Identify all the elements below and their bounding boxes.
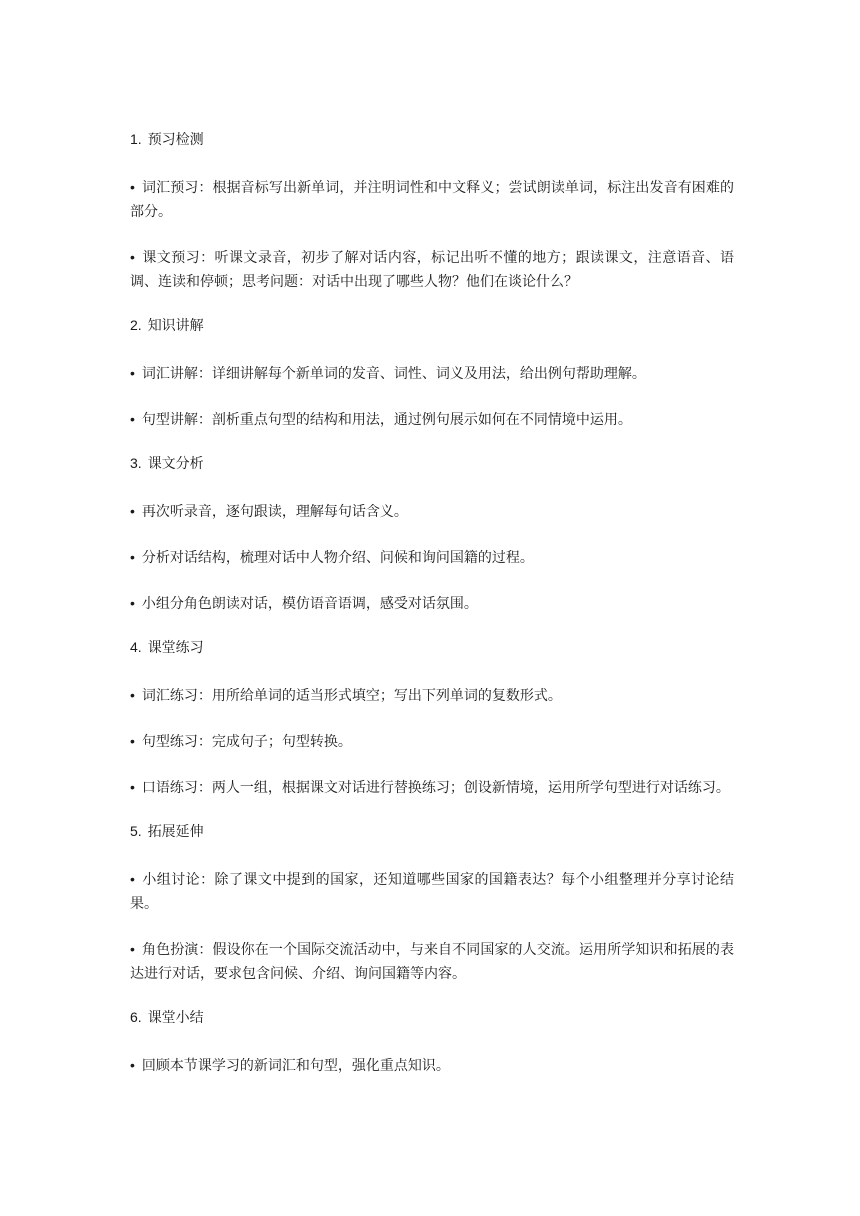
list-item [130, 775, 734, 800]
section-title: 课堂小结 [147, 1010, 204, 1026]
bullet: • [130, 595, 135, 611]
section-heading-3 [130, 453, 734, 474]
list-item-text: 课文预习：听课文录音，初步了解对话内容，标记出听不懂的地方；跟读课文，注意语音、语调、连读和停顿；思考问题：对话中出现了哪些人物？他们在谈论什么？ [130, 250, 734, 290]
list-item-text: 回顾本节课学习的新词汇和句型，强化重点知识。 [141, 1058, 450, 1074]
section-number: 6. [130, 1009, 142, 1025]
section-number: 4. [130, 639, 142, 655]
list-item [130, 499, 734, 524]
bullet: • [130, 549, 135, 565]
list-item [130, 545, 734, 570]
list-item [130, 407, 734, 432]
bullet: • [130, 687, 135, 703]
section-heading-6 [130, 1007, 734, 1028]
section-heading-2 [130, 315, 734, 336]
list-item-text: 口语练习：两人一组，根据课文对话进行替换练习；创设新情境，运用所学句型进行对话练习。 [141, 780, 730, 796]
list-item-text: 词汇预习：根据音标写出新单词，并注明词性和中文释义；尝试朗读单词，标注出发音有困难的部分。 [130, 180, 734, 220]
section-title: 课文分析 [147, 456, 204, 472]
list-item [130, 245, 734, 294]
bullet: • [130, 411, 135, 427]
bullet: • [130, 179, 135, 195]
list-item-text: 分析对话结构，梳理对话中人物介绍、问候和询问国籍的过程。 [141, 550, 534, 566]
list-item [130, 1053, 734, 1078]
list-item [130, 361, 734, 386]
list-item [130, 591, 734, 616]
list-item-text: 角色扮演：假设你在一个国际交流活动中，与来自不同国家的人交流。运用所学知识和拓展的表达进行对话，要求包含问候、介绍、询问国籍等内容。 [130, 942, 734, 982]
section-title: 预习检测 [147, 132, 204, 148]
list-item-text: 小组讨论：除了课文中提到的国家，还知道哪些国家的国籍表达？每个小组整理并分享讨论结果。 [130, 872, 734, 912]
list-item-text: 词汇讲解：详细讲解每个新单词的发音、词性、词义及用法，给出例句帮助理解。 [141, 366, 646, 382]
list-item-text: 句型讲解：剖析重点句型的结构和用法，通过例句展示如何在不同情境中运用。 [141, 412, 632, 428]
list-item-text: 再次听录音，逐句跟读，理解每句话含义。 [141, 504, 408, 520]
list-item [130, 729, 734, 754]
bullet: • [130, 733, 135, 749]
list-item [130, 683, 734, 708]
bullet: • [130, 503, 135, 519]
list-item [130, 175, 734, 224]
bullet: • [130, 1057, 135, 1073]
list-item-text: 词汇练习：用所给单词的适当形式填空；写出下列单词的复数形式。 [141, 688, 562, 704]
bullet: • [130, 871, 135, 887]
section-number: 3. [130, 455, 142, 471]
document-body [130, 129, 734, 1099]
bullet: • [130, 779, 135, 795]
section-title: 课堂练习 [147, 640, 204, 656]
section-number: 2. [130, 317, 142, 333]
section-heading-1 [130, 129, 734, 150]
list-item [130, 867, 734, 916]
section-heading-4 [130, 637, 734, 658]
section-title: 知识讲解 [147, 318, 204, 334]
list-item-text: 小组分角色朗读对话，模仿语音语调，感受对话氛围。 [141, 596, 478, 612]
list-item [130, 937, 734, 986]
bullet: • [130, 941, 135, 957]
section-heading-5 [130, 821, 734, 842]
section-number: 5. [130, 823, 142, 839]
section-number: 1. [130, 131, 142, 147]
list-item-text: 句型练习：完成句子；句型转换。 [141, 734, 352, 750]
section-title: 拓展延伸 [147, 824, 204, 840]
bullet: • [130, 249, 135, 265]
bullet: • [130, 365, 135, 381]
